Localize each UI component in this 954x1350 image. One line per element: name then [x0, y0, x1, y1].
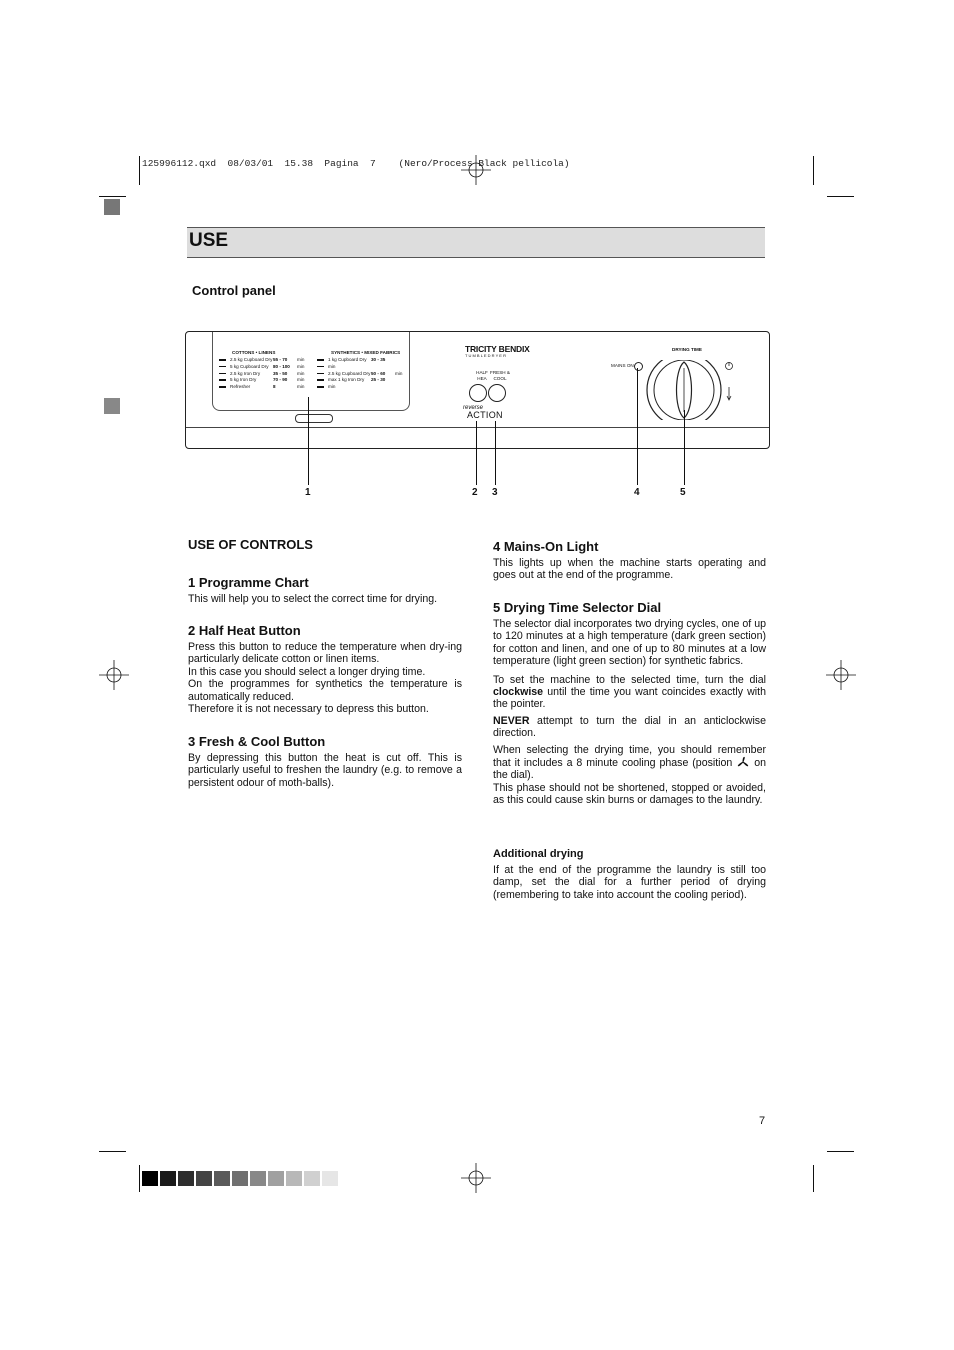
side-tab-marker — [104, 398, 120, 414]
paragraph: In this case you should select a longer drying time. — [188, 665, 426, 678]
chart-row — [219, 371, 305, 377]
text-run: When selecting the drying time, you should remember that it includes a 8 minute cooling phase (position — [493, 743, 766, 770]
chart-row-label: Refresher — [230, 384, 251, 390]
crop-mark — [827, 1151, 854, 1152]
registration-mark-icon — [826, 660, 856, 690]
dash-icon — [219, 386, 226, 388]
drying-time-label: DRYING TIME — [672, 347, 702, 352]
registration-mark-icon — [99, 660, 129, 690]
registration-mark-icon — [461, 1163, 491, 1193]
chart-row-unit: min — [395, 370, 403, 376]
chart-row-unit: min — [297, 377, 305, 383]
section-title: USE — [189, 230, 229, 251]
text-run: To set the machine to the selected time, turn the dial — [493, 673, 766, 686]
dash-icon — [219, 373, 226, 375]
callout-number: 3 — [492, 487, 498, 498]
chart-row-label: 2.5 kg Cupboard Dry — [328, 370, 371, 376]
chart-row — [219, 357, 305, 363]
reverse-label: reverse — [463, 405, 484, 411]
print-slug: 125996112.qxd 08/03/01 15.38 Pagina 7 (Nero/Process Black pellicola) — [142, 158, 570, 169]
color-swatch — [196, 1171, 212, 1186]
color-swatch — [214, 1171, 230, 1186]
chart-row-value: 25 - 30 — [371, 377, 386, 383]
paragraph — [493, 744, 766, 782]
chart-row-value: 80 - 100 — [273, 363, 290, 369]
callout-line — [637, 368, 638, 485]
callout-line — [684, 410, 685, 485]
chart-row-label: 2.5 kg Cupboard Dry — [230, 357, 273, 362]
section-4-heading: 4 Mains-On Light — [493, 539, 599, 554]
dash-icon — [317, 359, 324, 361]
color-swatch — [286, 1171, 302, 1186]
color-swatch — [160, 1171, 176, 1186]
chart-row-value: 35 - 50 — [273, 370, 288, 376]
half-heat-label: HALF HEA — [476, 370, 488, 381]
callout-number: 1 — [305, 487, 311, 498]
chart-row-label: 5 kg Iron Dry — [230, 377, 257, 383]
callout-number: 5 — [680, 487, 686, 498]
chart-row-unit: min — [297, 363, 305, 369]
clockwise-arrow-icon — [726, 387, 732, 401]
side-tab-marker — [104, 199, 120, 215]
text-run: attempt to turn the dial in an anticlockwise direction. — [493, 714, 766, 740]
emphasis: clockwise — [493, 686, 544, 699]
text-run: until the time you want coincides exactly with the pointer. — [493, 686, 766, 711]
dash-icon — [317, 373, 324, 375]
chart-row-label: min — [328, 384, 336, 390]
chart-row — [219, 384, 305, 390]
section-5-text — [493, 618, 766, 807]
paragraph — [493, 674, 766, 711]
emphasis: NEVER — [493, 714, 530, 727]
crop-mark — [99, 1151, 126, 1152]
callout-line — [495, 421, 496, 485]
chart-row-value: 30 - 35 — [371, 357, 386, 362]
chart-left-title: COTTONS • LINENS — [232, 350, 276, 355]
control-panel-heading: Control panel — [192, 283, 276, 298]
fresh-cool-label: FRESH & COOL — [490, 370, 510, 381]
dash-icon — [317, 379, 324, 381]
dash-icon — [219, 366, 226, 368]
color-swatch — [304, 1171, 320, 1186]
brand-subtitle: T U M B L E D R Y E R — [465, 353, 506, 358]
paragraph — [493, 715, 766, 740]
chart-row-unit: min — [297, 357, 305, 362]
paragraph: The selector dial incorporates two drying cycles, one of up to 120 minutes at a high temperature (dark green section) for cotton and linen, and one of up to 80 minutes at a low temperature (light green section) for synthetic fabrics. — [493, 618, 766, 668]
chart-row — [317, 377, 403, 383]
section-1-heading: 1 Programme Chart — [188, 575, 309, 590]
chart-badge — [295, 414, 333, 423]
section-2-heading: 2 Half Heat Button — [188, 623, 301, 638]
callout-line — [308, 397, 309, 485]
section-3-text: By depressing this button the heat is cut off. This is particularly useful to freshen the laundry (e.g. to remove a persistent odour of moth-balls). — [188, 752, 462, 789]
half-heat-button[interactable] — [469, 384, 487, 402]
chart-row — [317, 364, 403, 370]
fresh-cool-button[interactable] — [488, 384, 506, 402]
color-swatch — [268, 1171, 284, 1186]
callout-line — [476, 421, 477, 485]
chart-row-unit: min — [297, 384, 305, 390]
chart-row — [317, 371, 403, 377]
color-swatch — [250, 1171, 266, 1186]
action-logo: ACTION — [467, 410, 503, 420]
mains-on-light — [634, 362, 643, 371]
chart-row-value: 8 — [273, 384, 276, 390]
color-swatch — [322, 1171, 338, 1186]
section-1-text: This will help you to select the correct time for drying. — [188, 593, 438, 605]
chart-row-value: 50 - 60 — [371, 370, 386, 376]
chart-row-unit: min — [297, 370, 305, 376]
text-run: on the dial). — [493, 757, 766, 782]
control-panel-diagram — [185, 331, 770, 449]
chart-right-title: SYNTHETICS • MIXED FABRICS — [331, 350, 401, 355]
paragraph: This phase should not be shortened, stopped or avoided, as this could cause skin burns or damages to the laundry. — [493, 781, 766, 807]
section-3-heading: 3 Fresh & Cool Button — [188, 734, 326, 749]
dash-icon — [317, 386, 324, 388]
chart-row-label: 5 kg Cupboard Dry — [230, 363, 269, 369]
fan-cooling-icon — [736, 756, 750, 768]
chart-row-label: max 1 kg Iron Dry — [328, 377, 365, 383]
chart-row — [219, 364, 305, 370]
brand-logo: TRICITY BENDIX — [465, 344, 530, 354]
use-of-controls-heading: USE OF CONTROLS — [188, 537, 313, 552]
section-4-text: This lights up when the machine starts operating and goes out at the end of the programme. — [493, 557, 766, 582]
chart-row-value: 55 - 70 — [273, 357, 288, 362]
paragraph: Press this button to reduce the temperature when dry-ing particularly delicate cotton or linen items. — [188, 641, 462, 666]
dash-icon — [219, 359, 226, 361]
chart-row — [317, 384, 403, 390]
crop-mark — [99, 196, 126, 197]
dash-icon — [317, 366, 324, 368]
crop-mark — [813, 1165, 814, 1192]
crop-mark — [139, 1165, 140, 1192]
registration-mark-icon — [461, 155, 491, 185]
crop-mark — [813, 156, 814, 185]
page-number: 7 — [759, 1115, 766, 1127]
section-5-heading: 5 Drying Time Selector Dial — [493, 600, 662, 615]
chart-row-label: 2.5 kg Iron Dry — [230, 370, 261, 376]
chart-row-label: min — [328, 363, 336, 369]
paragraph: Therefore it is not necessary to depress this button. — [188, 703, 429, 716]
power-icon — [724, 361, 734, 371]
callout-number: 4 — [634, 487, 640, 498]
crop-mark — [827, 196, 854, 197]
programme-chart — [212, 332, 410, 411]
chart-row-value: 70 - 90 — [273, 377, 288, 383]
chart-row-label: 1 kg Cupboard Dry — [328, 357, 367, 362]
callout-number: 2 — [472, 487, 478, 498]
crop-mark — [139, 156, 140, 185]
chart-row — [317, 357, 403, 363]
color-swatch — [178, 1171, 194, 1186]
additional-drying-heading: Additional drying — [493, 848, 584, 860]
color-swatch — [142, 1171, 158, 1186]
mains-on-label: MAINS ON — [611, 363, 634, 368]
additional-drying-text: If at the end of the programme the laundry is still too damp, set the dial for a further period of drying (remembering to take into account the cooling period). — [493, 864, 766, 901]
paragraph: On the programmes for synthetics the temperature is automatically reduced. — [188, 678, 462, 703]
section-title-bar — [187, 227, 765, 258]
dash-icon — [219, 379, 226, 381]
section-2-text — [188, 641, 462, 715]
chart-row — [219, 377, 305, 383]
color-swatch — [232, 1171, 248, 1186]
